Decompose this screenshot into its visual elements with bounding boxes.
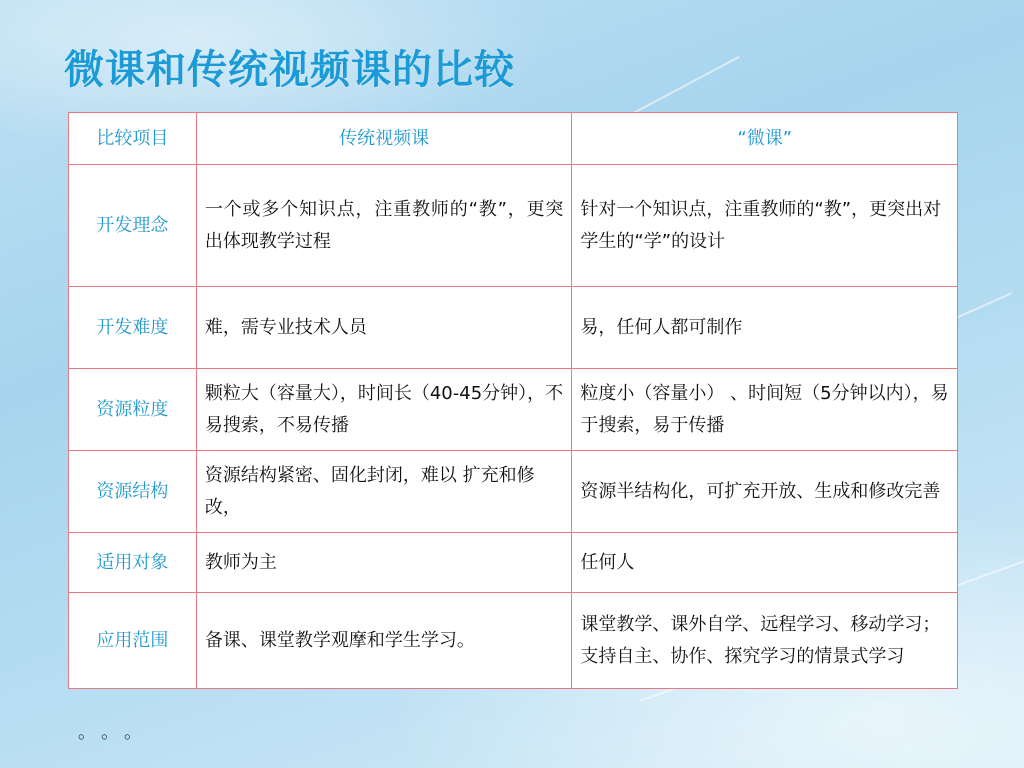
traditional-cell: 一个或多个知识点，注重教师的“教”，更突出体现教学过程: [196, 165, 572, 287]
row-label: 资源粒度: [69, 369, 197, 451]
row-label: 资源结构: [69, 451, 197, 533]
row-label: 开发理念: [69, 165, 197, 287]
header-item: 比较项目: [69, 113, 197, 165]
footer-dots: 。。。: [78, 722, 156, 743]
comparison-table: [68, 112, 958, 689]
traditional-cell: 难，需专业技术人员: [196, 287, 572, 369]
micro-cell: 易，任何人都可制作: [572, 287, 958, 369]
table-row: [69, 533, 958, 593]
table-header-row: [69, 113, 958, 165]
row-label: 应用范围: [69, 593, 197, 689]
micro-cell: 粒度小（容量小） 、时间短（5分钟以内），易于搜索，易于传播: [572, 369, 958, 451]
row-label: 开发难度: [69, 287, 197, 369]
traditional-cell: 教师为主: [196, 533, 572, 593]
header-micro: “微课”: [572, 113, 958, 165]
table-row: [69, 287, 958, 369]
micro-cell: 资源半结构化，可扩充开放、生成和修改完善: [572, 451, 958, 533]
traditional-cell: 资源结构紧密、固化封闭，难以 扩充和修改，: [196, 451, 572, 533]
table-row: [69, 451, 958, 533]
row-label: 适用对象: [69, 533, 197, 593]
traditional-cell: 备课、课堂教学观摩和学生学习。: [196, 593, 572, 689]
header-traditional: 传统视频课: [196, 113, 572, 165]
table-row: [69, 165, 958, 287]
table-row: [69, 369, 958, 451]
table-row: [69, 593, 958, 689]
slide-title: 微课和传统视频课的比较: [64, 47, 515, 93]
micro-cell: 针对一个知识点，注重教师的“教”，更突出对学生的“学”的设计: [572, 165, 958, 287]
micro-cell: 课堂教学、课外自学、远程学习、移动学习；支持自主、协作、探究学习的情景式学习: [572, 593, 958, 689]
micro-cell: 任何人: [572, 533, 958, 593]
traditional-cell: 颗粒大（容量大），时间长（40-45分钟），不易搜索，不易传播: [196, 369, 572, 451]
